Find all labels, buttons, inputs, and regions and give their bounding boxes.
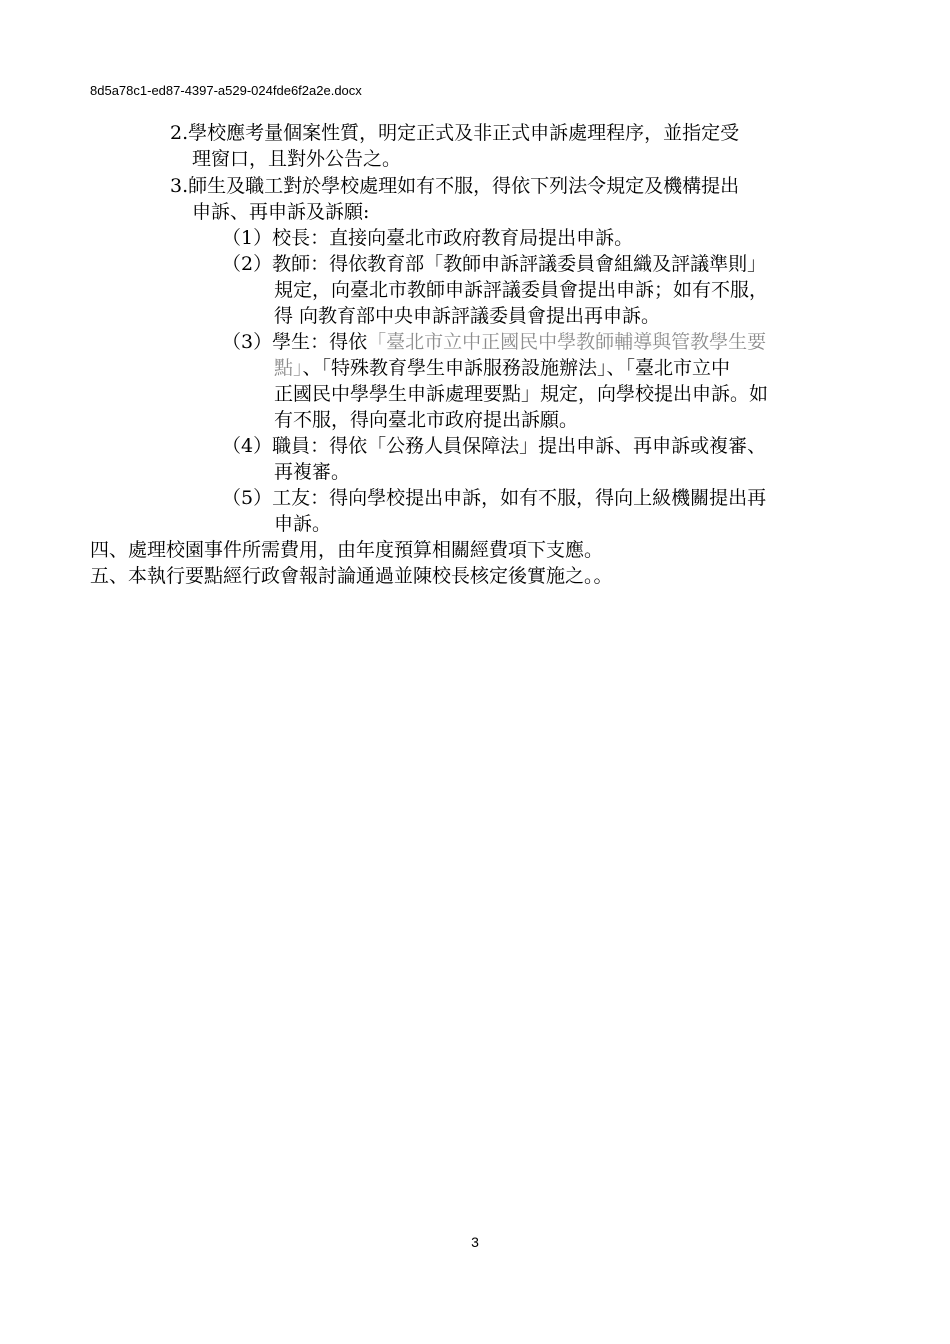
section-4: 四、處理校園事件所需費用，由年度預算相關經費項下支應。	[90, 539, 604, 561]
sub-item-1-line-1: （1）校長：直接向臺北市政府教育局提出申訴。	[222, 227, 634, 249]
item-3-line-2: 申訴、再申訴及訴願:	[192, 201, 370, 223]
page-number: 3	[471, 1234, 479, 1250]
sub-item-2-line-3: 得 向教育部中央申訴評議委員會提出再申訴。	[274, 305, 661, 327]
item-3-line-1: 3.師生及職工對於學校處理如有不服，得依下列法令規定及機構提出	[170, 175, 740, 197]
sub-item-5-line-1: （5）工友：得向學校提出申訴，如有不服，得向上級機關提出再	[222, 487, 767, 509]
sub-item-2-line-1: （2）教師：得依教育部「教師申訴評議委員會組織及評議準則」	[222, 253, 767, 275]
sub-item-4-line-2: 再複審。	[274, 461, 351, 483]
sub-item-3-line-1	[222, 329, 766, 355]
item-2-line-2: 理窗口，且對外公告之。	[192, 148, 402, 170]
sub-item-5-line-2: 申訴。	[274, 513, 332, 535]
sub-item-3-line-3: 正國民中學學生申訴處理要點」規定，向學校提出申訴。如	[274, 383, 769, 405]
sub-item-3-regulation-title: 「臺北市立中正國民中學教師輔導與管教學生要	[367, 331, 767, 353]
sub-item-2-line-2: 規定，向臺北市教師申訴評議委員會提出申訴；如有不服，	[274, 279, 769, 301]
section-5: 五、本執行要點經行政會報討論通過並陳校長核定後實施之。。	[90, 565, 613, 587]
sub-item-3-prefix: （3）學生：得依	[222, 331, 368, 353]
sub-item-3-line-2-rest: 、「特殊教育學生申訴服務設施辦法」、「臺北市立中	[302, 357, 731, 379]
sub-item-3-line-2	[274, 355, 730, 381]
item-2-line-1: 2.學校應考量個案性質，明定正式及非正式申訴處理程序，並指定受	[170, 122, 740, 144]
sub-item-4-line-1: （4）職員：得依「公務人員保障法」提出申訴、再申訴或複審、	[222, 435, 767, 457]
document-filename: 8d5a78c1-ed87-4397-a529-024fde6f2a2e.docx	[90, 83, 362, 98]
sub-item-3-regulation-title-end: 點」	[274, 357, 303, 379]
sub-item-3-line-4: 有不服，得向臺北市政府提出訴願。	[274, 409, 579, 431]
